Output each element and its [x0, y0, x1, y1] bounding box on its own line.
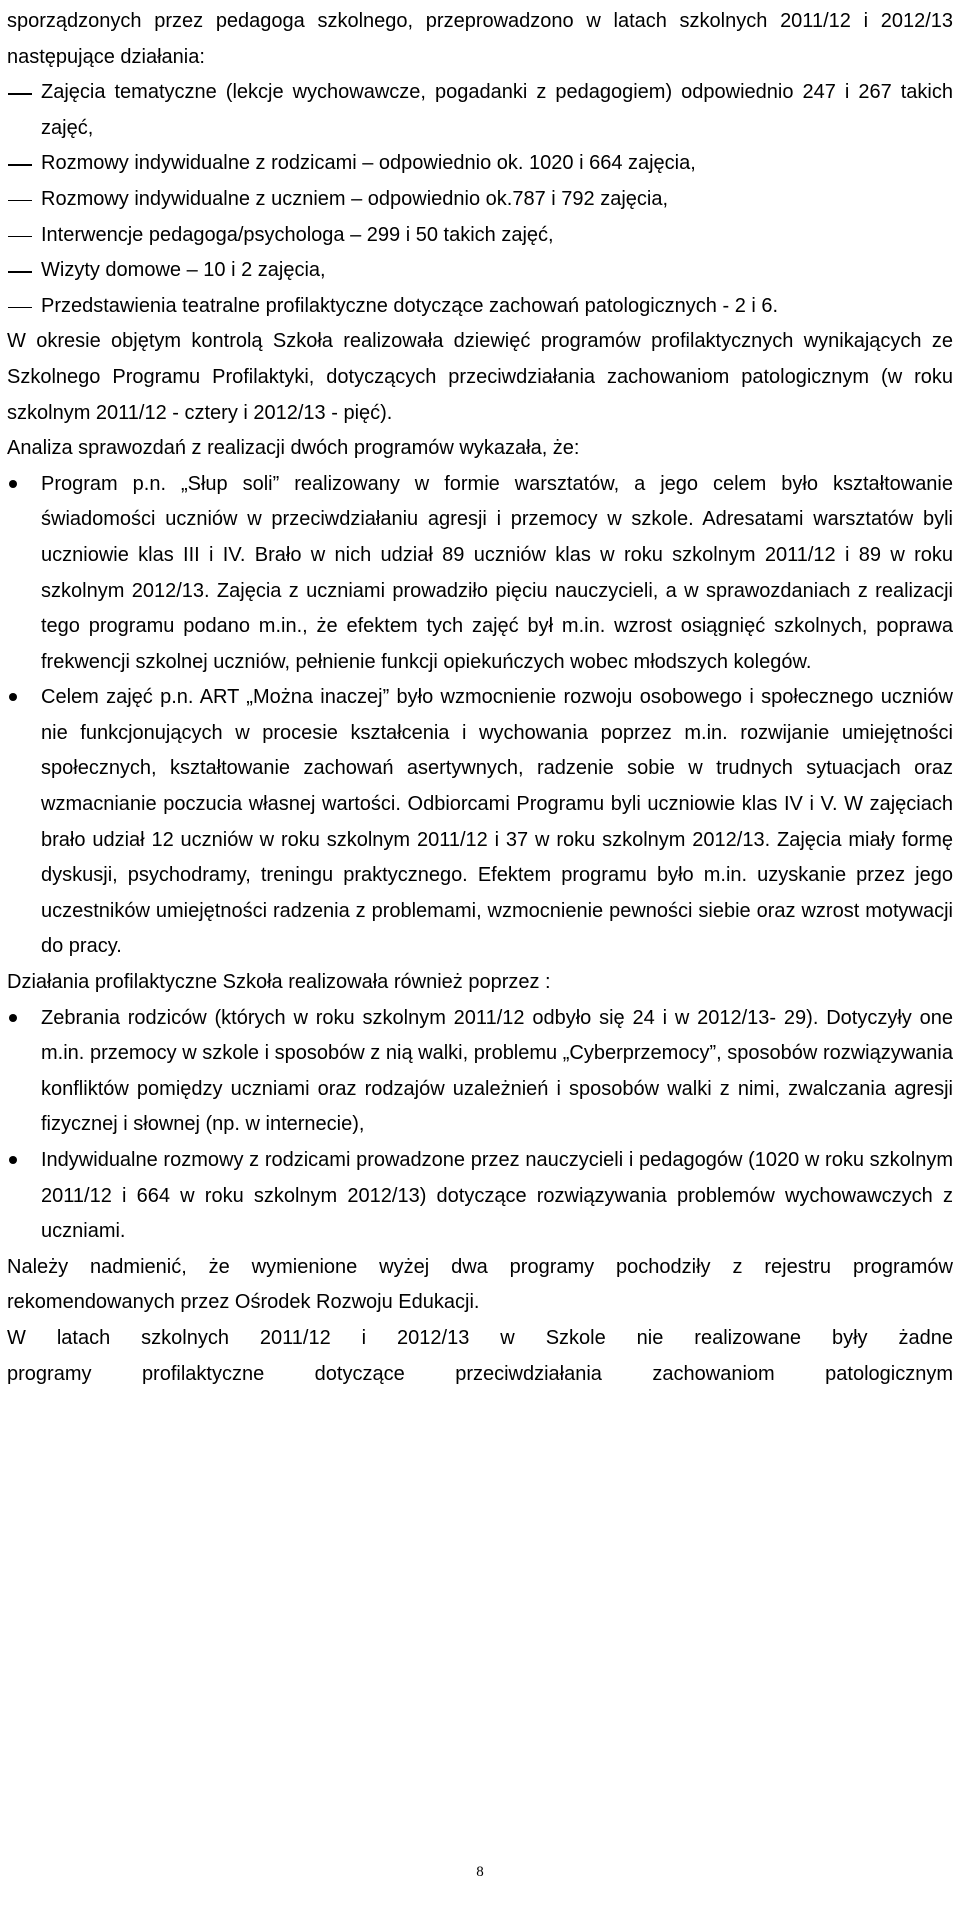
- other-actions-intro: Działania profilaktyczne Szkoła realizowała również poprzez :: [7, 971, 551, 994]
- list-item: Wizyty domowe – 10 i 2 zajęcia,: [7, 253, 953, 289]
- list-item: Celem zajęć p.n. ART „Można inaczej” było wzmocnienie rozwoju osobowego i społecznego uczniów nie funkcjonujących w procesie kształcenia i wychowania poprzez m.in. rozwijanie umiejętności społecznych, kształtowanie zachowań asertywnych, radzenie sobie w trudnych sytuacjach oraz wzmacnianie poczucia własnej wartości. Odbiorcami Programu byli uczniowie klas IV i V. W zajęciach brało udział 12 uczniów w roku szkolnym 2011/12 i 37 w roku szkolnym 2012/13. Zajęcia miały formę dyskusji, psychodramy, treningu praktycznego. Efektem programu było m.in. uzyskanie przez jego uczestników umiejętności radzenia z problemami, wzmocnienie pewności siebie oraz wzrost motywacji do pracy.: [7, 680, 953, 965]
- list-item: Zajęcia tematyczne (lekcje wychowawcze, pogadanki z pedagogiem) odpowiednio 247 i 267 takich zajęć,: [7, 75, 953, 146]
- actions-list: [7, 75, 953, 324]
- closing-line: W latach szkolnych 2011/12 i 2012/13 w Szkole nie realizowane były żadne: [7, 1326, 953, 1349]
- list-item: Indywidualne rozmowy z rodzicami prowadzone przez nauczycieli i pedagogów (1020 w roku szkolnym 2011/12 i 664 w roku szkolnym 2012/13) dotyczące rozwiązywania problemów wychowawczych z uczniami.: [7, 1143, 953, 1250]
- page-number: 8: [476, 1864, 484, 1880]
- list-item: Zebrania rodziców (których w roku szkolnym 2011/12 odbyło się 24 i w 2012/13- 29). Dotyczyły one m.in. przemocy w szkole i sposobów z nią walki, problemu „Cyberprzemocy”, sposobów rozwiązywania konfliktów pomiędzy uczniami oraz rodzajów uzależnień i sposobów walki z nimi, zwalczania agresji fizycznej i słownej (np. w internecie),: [7, 1001, 953, 1143]
- registry-note: Należy nadmienić, że wymienione wyżej dwa programy pochodziły z rejestru programów rekomendowanych przez Ośrodek Rozwoju Edukacji.: [7, 1255, 953, 1314]
- analysis-intro: Analiza sprawozdań z realizacji dwóch programów wykazała, że:: [7, 437, 580, 460]
- intro-paragraph: sporządzonych przez pedagoga szkolnego, przeprowadzono w latach szkolnych 2011/12 i 2012/13 następujące działania:: [7, 10, 953, 68]
- list-item: Przedstawienia teatralne profilaktyczne dotyczące zachowań patologicznych - 2 i 6.: [7, 289, 953, 325]
- other-actions-list: [7, 1001, 953, 1250]
- analysis-list: [7, 467, 953, 965]
- list-item: Rozmowy indywidualne z uczniem – odpowiednio ok.787 i 792 zajęcia,: [7, 182, 953, 218]
- closing-line: programy profilaktyczne dotyczące przeciwdziałania zachowaniom patologicznym: [7, 1362, 953, 1385]
- list-item: Interwencje pedagoga/psychologa – 299 i 50 takich zajęć,: [7, 218, 953, 254]
- programs-paragraph: W okresie objętym kontrolą Szkoła realizowała dziewięć programów profilaktycznych wynikających ze Szkolnego Programu Profilaktyki, dotyczących przeciwdziałania zachowaniom patologicznym (w roku szkolnym 2011/12 - cztery i 2012/13 - pięć).: [7, 330, 953, 424]
- list-item: Program p.n. „Słup soli” realizowany w formie warsztatów, a jego celem było kształtowanie świadomości uczniów w przeciwdziałaniu agresji i przemocy w szkole. Adresatami warsztatów byli uczniowie klas III i IV. Brało w nich udział 89 uczniów klas w roku szkolnym 2011/12 i 89 w roku szkolnym 2012/13. Zajęcia z uczniami prowadziło pięciu nauczycieli, a w sprawozdaniach z realizacji tego programu podano m.in., że efektem tych zajęć był m.in. wzrost osiągnięć szkolnych, poprawa frekwencji szkolnej uczniów, pełnienie funkcji opiekuńczych wobec młodszych kolegów.: [7, 467, 953, 681]
- list-item: Rozmowy indywidualne z rodzicami – odpowiednio ok. 1020 i 664 zajęcia,: [7, 146, 953, 182]
